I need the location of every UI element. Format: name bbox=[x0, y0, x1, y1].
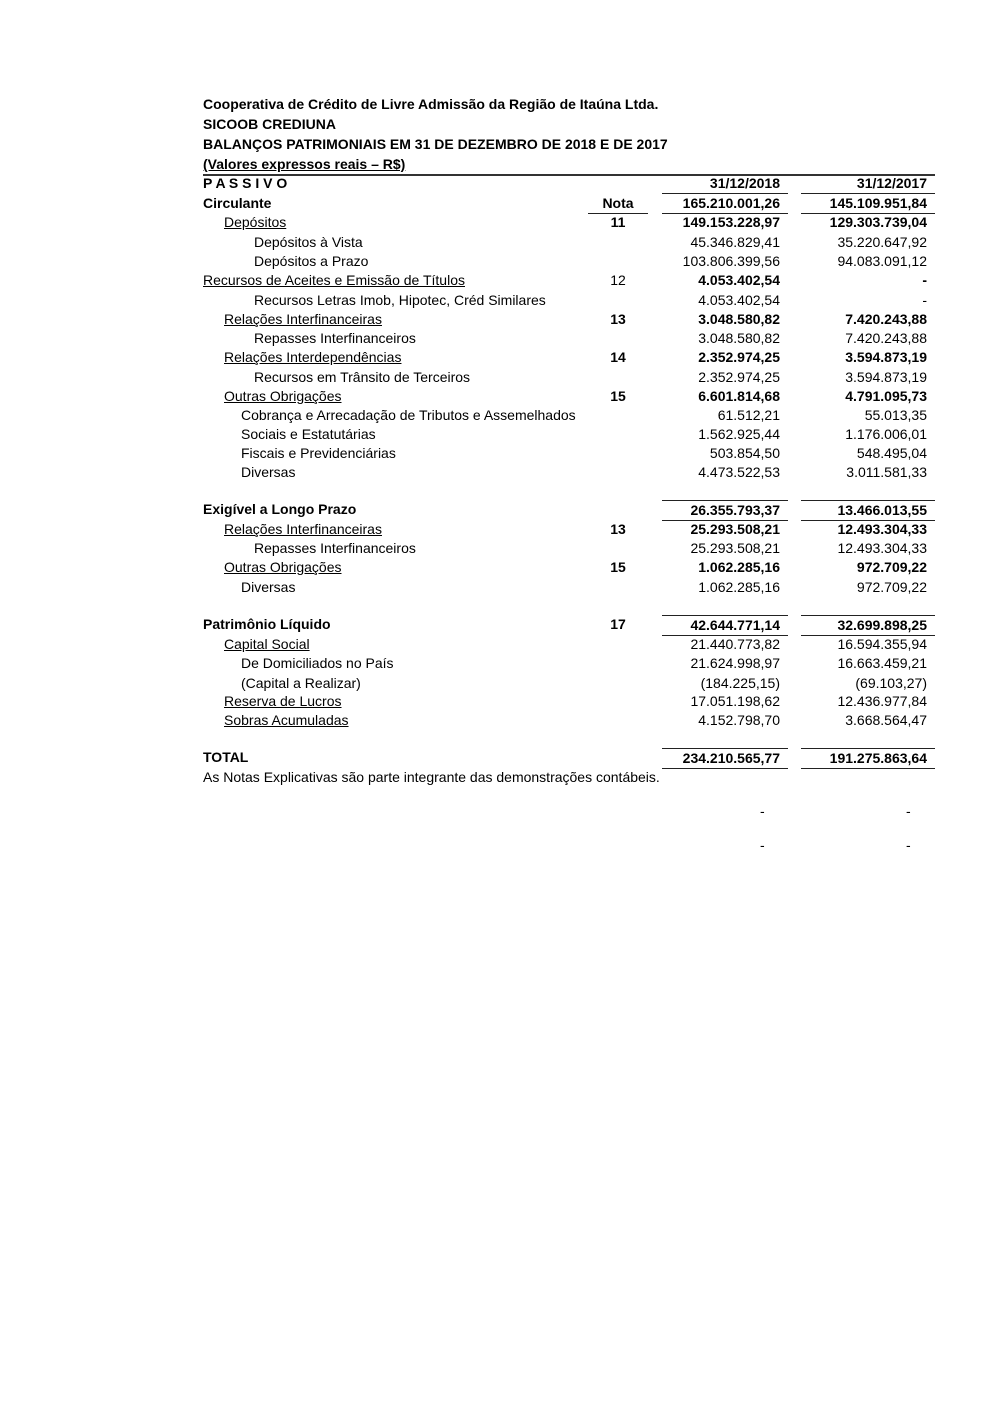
note-ref: 13 bbox=[610, 311, 626, 327]
value-2018: (184.225,15) bbox=[700, 675, 780, 691]
table-row bbox=[0, 654, 1000, 673]
value-2018: 21.440.773,82 bbox=[690, 636, 780, 652]
note-ref: 11 bbox=[610, 214, 626, 230]
value-2017: 12.493.304,33 bbox=[837, 521, 927, 537]
table-row bbox=[0, 615, 1000, 634]
row-label: Depósitos bbox=[224, 214, 287, 230]
value-2018: 4.053.402,54 bbox=[698, 272, 780, 288]
table-row bbox=[0, 310, 1000, 329]
row-label: Repasses Interfinanceiros bbox=[254, 540, 416, 556]
value-2017: 3.594.873,19 bbox=[845, 349, 927, 365]
value-2017: 3.668.564,47 bbox=[845, 712, 927, 728]
value-2017: 972.709,22 bbox=[856, 559, 927, 575]
value-2017: 12.436.977,84 bbox=[837, 693, 927, 709]
value-2017: 7.420.243,88 bbox=[845, 311, 927, 327]
row-label: Exigível a Longo Prazo bbox=[203, 501, 357, 517]
table-row bbox=[0, 174, 1000, 193]
value-2018: 17.051.198,62 bbox=[690, 693, 780, 709]
dash-2017: - bbox=[906, 837, 911, 853]
value-2018: 31/12/2018 bbox=[662, 174, 788, 194]
table-row bbox=[0, 692, 1000, 711]
table-row bbox=[0, 539, 1000, 558]
table-row bbox=[0, 558, 1000, 577]
value-2018: 4.053.402,54 bbox=[698, 292, 780, 308]
value-2018: 45.346.829,41 bbox=[690, 234, 780, 250]
row-label: (Capital a Realizar) bbox=[241, 675, 361, 691]
value-2018: 6.601.814,68 bbox=[698, 388, 780, 404]
row-label: Sobras Acumuladas bbox=[224, 712, 349, 728]
table-row bbox=[0, 463, 1000, 482]
value-2018: 26.355.793,37 bbox=[662, 500, 788, 521]
row-label: Diversas bbox=[241, 579, 296, 595]
note-ref: 17 bbox=[610, 616, 626, 632]
note-ref: 15 bbox=[610, 559, 626, 575]
dash-2017: - bbox=[906, 803, 911, 819]
value-2018: 2.352.974,25 bbox=[698, 349, 780, 365]
row-label: Recursos Letras Imob, Hipotec, Créd Similares bbox=[254, 292, 546, 308]
table-row bbox=[0, 578, 1000, 597]
value-2017: 191.275.863,64 bbox=[801, 748, 935, 769]
table-row bbox=[0, 233, 1000, 252]
value-2018: 4.473.522,53 bbox=[698, 464, 780, 480]
value-2017: 1.176.006,01 bbox=[845, 426, 927, 442]
value-2018: 21.624.998,97 bbox=[690, 655, 780, 671]
value-2018: 1.062.285,16 bbox=[698, 559, 780, 575]
value-2018: 103.806.399,56 bbox=[682, 253, 780, 269]
note-ref: 12 bbox=[610, 272, 626, 288]
value-2018: 42.644.771,14 bbox=[662, 615, 788, 636]
table-row bbox=[0, 406, 1000, 425]
table-row bbox=[0, 520, 1000, 539]
row-label: TOTAL bbox=[203, 749, 249, 765]
row-label: Cobrança e Arrecadação de Tributos e Assemelhados bbox=[241, 407, 576, 423]
value-2017: 55.013,35 bbox=[864, 407, 927, 423]
row-label: Recursos em Trânsito de Terceiros bbox=[254, 369, 471, 385]
document-subtitle: (Valores expressos reais – R$) bbox=[203, 156, 406, 172]
value-2017: (69.103,27) bbox=[855, 675, 927, 691]
table-row bbox=[0, 271, 1000, 290]
row-label: Relações Interfinanceiras bbox=[224, 521, 382, 537]
table-row bbox=[0, 674, 1000, 693]
value-2017: 12.493.304,33 bbox=[837, 540, 927, 556]
value-2017: 145.109.951,84 bbox=[801, 194, 935, 214]
note-ref: 15 bbox=[610, 388, 626, 404]
row-label: Recursos de Aceites e Emissão de Títulos bbox=[203, 272, 465, 288]
value-2018: 61.512,21 bbox=[717, 407, 780, 423]
table-row bbox=[0, 500, 1000, 519]
value-2017: 972.709,22 bbox=[856, 579, 927, 595]
value-2017: - bbox=[922, 292, 927, 308]
row-label: Diversas bbox=[241, 464, 296, 480]
value-2018: 3.048.580,82 bbox=[698, 311, 780, 327]
note-ref: Nota bbox=[588, 194, 648, 214]
row-label: Depósitos à Vista bbox=[254, 234, 363, 250]
table-row bbox=[0, 425, 1000, 444]
value-2018: 503.854,50 bbox=[709, 445, 780, 461]
row-label: Sociais e Estatutárias bbox=[241, 426, 376, 442]
document-title: BALANÇOS PATRIMONIAIS EM 31 DE DEZEMBRO DE 2018 E DE 2017 bbox=[203, 136, 668, 152]
value-2018: 3.048.580,82 bbox=[698, 330, 780, 346]
footnote: As Notas Explicativas são parte integrante das demonstrações contábeis. bbox=[203, 769, 660, 785]
value-2018: 4.152.798,70 bbox=[698, 712, 780, 728]
value-2018: 1.062.285,16 bbox=[698, 579, 780, 595]
table-row bbox=[0, 635, 1000, 654]
row-label: Reserva de Lucros bbox=[224, 693, 342, 709]
row-label: Depósitos a Prazo bbox=[254, 253, 369, 269]
note-ref: 13 bbox=[610, 521, 626, 537]
value-2017: 16.594.355,94 bbox=[837, 636, 927, 652]
value-2017: 3.011.581,33 bbox=[846, 464, 927, 480]
table-row bbox=[0, 291, 1000, 310]
row-label: Outras Obrigações bbox=[224, 559, 342, 575]
value-2017: 94.083.091,12 bbox=[837, 253, 927, 269]
row-label: Circulante bbox=[203, 195, 272, 211]
row-label: Relações Interfinanceiras bbox=[224, 311, 382, 327]
value-2018: 165.210.001,26 bbox=[662, 194, 788, 214]
value-2017: 7.420.243,88 bbox=[845, 330, 927, 346]
value-2018: 149.153.228,97 bbox=[682, 214, 780, 230]
value-2017: 16.663.459,21 bbox=[837, 655, 927, 671]
value-2018: 1.562.925,44 bbox=[698, 426, 780, 442]
table-row bbox=[0, 368, 1000, 387]
value-2018: 25.293.508,21 bbox=[690, 521, 780, 537]
table-row bbox=[0, 194, 1000, 213]
table-row bbox=[0, 348, 1000, 367]
note-ref: 14 bbox=[610, 349, 626, 365]
value-2017: - bbox=[922, 272, 927, 288]
table-row bbox=[0, 711, 1000, 730]
value-2017: 31/12/2017 bbox=[801, 174, 935, 194]
value-2017: 548.495,04 bbox=[856, 445, 927, 461]
table-row bbox=[0, 213, 1000, 232]
value-2018: 234.210.565,77 bbox=[662, 748, 788, 769]
row-label: Outras Obrigações bbox=[224, 388, 342, 404]
value-2017: 32.699.898,25 bbox=[801, 615, 935, 636]
dash-2018: - bbox=[760, 837, 765, 853]
row-label: Relações Interdependências bbox=[224, 349, 402, 365]
table-row bbox=[0, 252, 1000, 271]
table-row bbox=[0, 329, 1000, 348]
value-2017: 129.303.739,04 bbox=[829, 214, 927, 230]
row-label: Repasses Interfinanceiros bbox=[254, 330, 416, 346]
brand-name: SICOOB CREDIUNA bbox=[203, 116, 337, 132]
value-2017: 35.220.647,92 bbox=[837, 234, 927, 250]
company-name: Cooperativa de Crédito de Livre Admissão da Região de Itaúna Ltda. bbox=[203, 96, 659, 112]
value-2017: 4.791.095,73 bbox=[845, 388, 927, 404]
value-2017: 3.594.873,19 bbox=[845, 369, 927, 385]
row-label: Fiscais e Previdenciárias bbox=[241, 445, 396, 461]
table-row bbox=[0, 387, 1000, 406]
row-label: Patrimônio Líquido bbox=[203, 616, 331, 632]
table-row bbox=[0, 748, 1000, 767]
row-label: Capital Social bbox=[224, 636, 310, 652]
dash-2018: - bbox=[760, 803, 765, 819]
value-2018: 25.293.508,21 bbox=[690, 540, 780, 556]
row-label: De Domiciliados no País bbox=[241, 655, 394, 671]
table-row bbox=[0, 444, 1000, 463]
value-2018: 2.352.974,25 bbox=[698, 369, 780, 385]
row-label: P A S S I V O bbox=[203, 175, 288, 191]
value-2017: 13.466.013,55 bbox=[801, 500, 935, 521]
